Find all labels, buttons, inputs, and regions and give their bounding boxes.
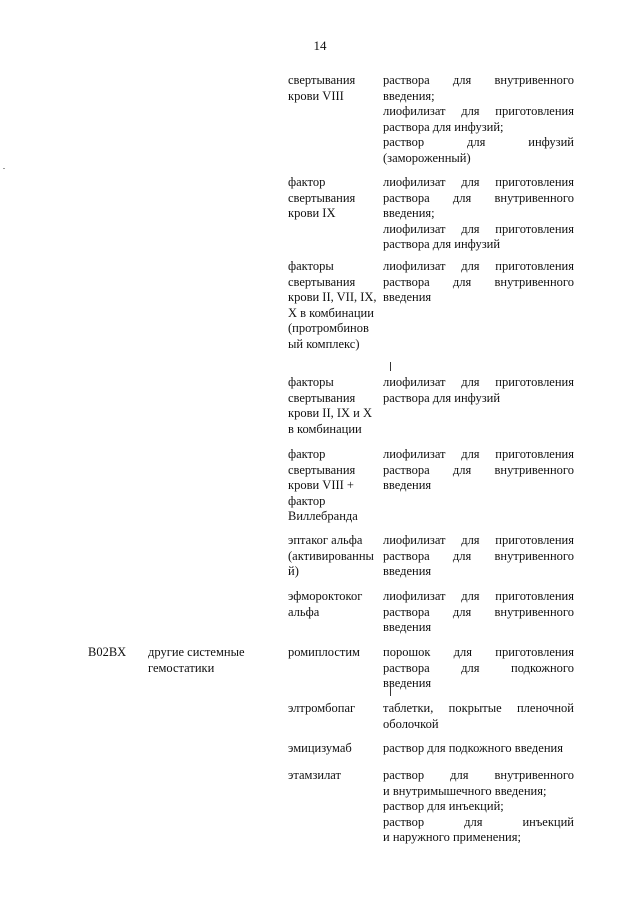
- dosage-form-line: введения: [383, 620, 432, 634]
- dosage-form-line: лиофилизат для приготовления: [383, 375, 574, 389]
- drug-name: фактор свертывания крови IX: [288, 175, 356, 220]
- drug-name: фактор свертывания крови VIII + фактор Виллебранда: [288, 447, 358, 523]
- drug-name: факторы свертывания крови II, IX и X в комбинации: [288, 375, 373, 436]
- drug-name: свертывания крови VIII: [288, 73, 356, 103]
- dosage-form-line: раствор для внутривенного: [383, 768, 574, 782]
- page-number: 14: [313, 38, 327, 53]
- dosage-forms: [383, 768, 574, 846]
- dosage-form-line: раствор для инъекций;: [383, 799, 504, 813]
- dosage-forms: [383, 741, 574, 757]
- dosage-forms: [383, 701, 574, 732]
- dosage-forms: [383, 533, 574, 580]
- dosage-form-line: раствор для подкожного введения: [383, 741, 563, 755]
- dosage-form-line: раствора для инфузий: [383, 390, 501, 405]
- dosage-form-line: лиофилизат для приготовления: [383, 589, 574, 603]
- atc-group-name: другие системные гемостатики: [148, 645, 245, 675]
- dosage-forms: [383, 259, 574, 306]
- dosage-form-line: введения: [383, 564, 432, 578]
- dosage-form-line: раствора для внутривенного: [383, 462, 574, 477]
- dosage-form-line: введения: [383, 676, 432, 690]
- scan-edge-mark: [3, 168, 5, 169]
- dosage-forms: [383, 447, 574, 494]
- dosage-form-line: введения;: [383, 206, 435, 220]
- dosage-form-line: порошок для приготовления: [383, 645, 574, 659]
- dosage-form-line: лиофилизат для приготовления: [383, 175, 574, 189]
- dosage-forms: [383, 645, 574, 692]
- dosage-form-line: лиофилизат для приготовления: [383, 221, 574, 236]
- dosage-form-line: оболочкой: [383, 716, 439, 731]
- dosage-form-line: и внутримышечного введения;: [383, 783, 547, 798]
- dosage-forms: [383, 375, 574, 406]
- dosage-form-line: введения: [383, 290, 432, 304]
- scan-mark: [390, 362, 391, 371]
- dosage-form-line: раствор для инфузий: [383, 135, 574, 149]
- drug-name: эмицизумаб: [288, 741, 352, 755]
- drug-name: элтромбопаг: [288, 701, 356, 715]
- dosage-form-line: лиофилизат для приготовления: [383, 533, 574, 547]
- dosage-form-line: лиофилизат для приготовления: [383, 447, 574, 461]
- drug-name: факторы свертывания крови II, VII, IX, X в комбинации (протромбинов ый комплекс): [288, 259, 377, 351]
- dosage-form-line: раствора для инфузий: [383, 237, 501, 251]
- drug-name: эфмороктоког альфа: [288, 589, 363, 619]
- drug-name: эптаког альфа (активированны й): [288, 533, 374, 578]
- dosage-form-line: раствора для внутривенного: [383, 548, 574, 563]
- dosage-form-line: (замороженный): [383, 150, 471, 165]
- dosage-form-line: раствора для внутривенного: [383, 274, 574, 289]
- dosage-form-line: раствор для инъекций: [383, 814, 574, 829]
- atc-code: B02BX: [88, 645, 127, 659]
- dosage-form-line: таблетки, покрытые пленочной: [383, 701, 574, 715]
- dosage-form-line: раствора для внутривенного: [383, 190, 574, 205]
- drug-name: этамзилат: [288, 768, 341, 782]
- dosage-form-line: лиофилизат для приготовления: [383, 104, 574, 118]
- dosage-form-line: лиофилизат для приготовления: [383, 259, 574, 273]
- dosage-form-line: раствора для инфузий;: [383, 119, 504, 134]
- dosage-form-line: введения;: [383, 88, 435, 103]
- drug-name: ромиплостим: [288, 645, 360, 659]
- dosage-forms: [383, 73, 574, 166]
- dosage-form-line: раствора для внутривенного: [383, 604, 574, 619]
- dosage-form-line: раствора для подкожного: [383, 660, 574, 675]
- dosage-forms: [383, 175, 574, 253]
- dosage-form-line: введения: [383, 478, 432, 492]
- dosage-forms: [383, 589, 574, 636]
- dosage-form-line: раствора для внутривенного: [383, 73, 574, 87]
- dosage-form-line: и наружного применения;: [383, 830, 521, 844]
